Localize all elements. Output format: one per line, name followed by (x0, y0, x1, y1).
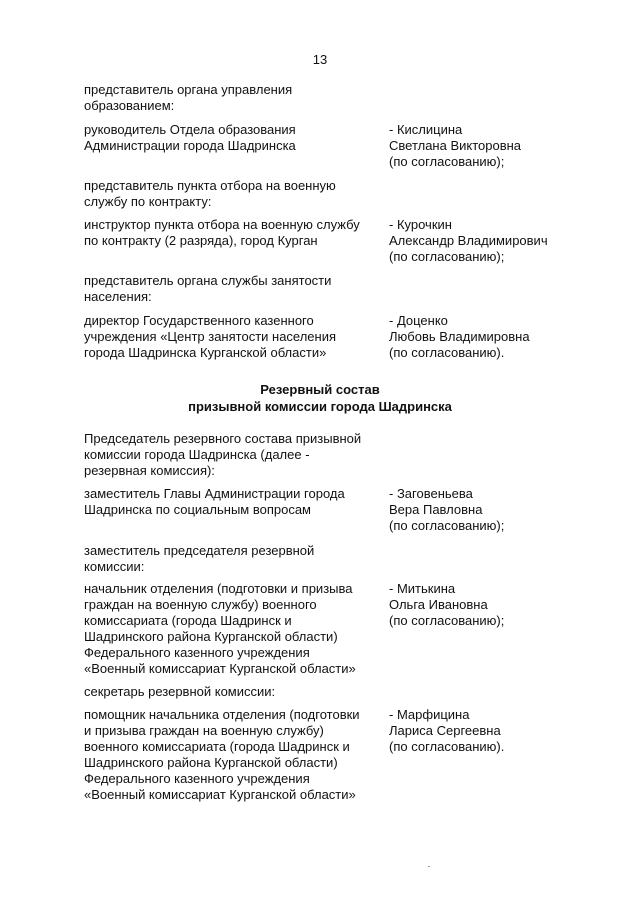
reserve-heading-line2: призывной комиссии города Шадринска (188, 399, 452, 414)
reserve-heading-line1: Резервный состав (260, 382, 380, 397)
position-education-head: руководитель Отдела образования Администрации города Шадринска (84, 122, 296, 153)
person-kurochkin: - Курочкин Александр Владимирович (по согласованию); (389, 217, 548, 264)
role-reserve-secretary: секретарь резервной комиссии: (84, 684, 276, 699)
role-education-rep: представитель органа управления образованием: (84, 82, 293, 113)
person-kislitsina: - Кислицина Светлана Викторовна (по согласованию); (389, 122, 522, 169)
person-dotsenko: - Доценко Любовь Владимировна (по согласованию). (389, 313, 530, 360)
position-employment-director: директор Государственного казенного учреждения «Центр занятости населения города Шадринска Курганской области» (84, 313, 337, 360)
position-recruitment-instructor: инструктор пункта отбора на военную службу по контракту (2 разряда), город Курган (84, 217, 360, 248)
position-conscription-head: начальник отделения (подготовки и призыва граждан на военную службу) военного комиссариата (города Шадринск и Шадринского района Курганской области) Федерального казенного учреждения «Военный комиссариат Курганской области» (84, 581, 356, 676)
person-zagovenyeva: - Заговеньева Вера Павловна (по согласованию); (389, 486, 505, 533)
scan-artifact-dot (428, 866, 430, 867)
position-deputy-head: заместитель Главы Администрации города Шадринска по социальным вопросам (84, 486, 345, 517)
page-number: 13 (312, 52, 328, 67)
position-assistant-head: помощник начальника отделения (подготовки и призыва граждан на военную службу) военного комиссариата (города Шадринск и Шадринского района Курганской области) Федерального казенного учреждения «Военный комиссариат Курганской области» (84, 707, 360, 802)
role-reserve-deputy: заместитель председателя резервной комиссии: (84, 543, 315, 574)
person-mitkina: - Митькина Ольга Ивановна (по согласованию); (389, 581, 505, 628)
role-employment-rep: представитель органа службы занятости населения: (84, 273, 332, 304)
person-marfitsina: - Марфицина Лариса Сергеевна (по согласованию). (389, 707, 505, 754)
role-reserve-chair: Председатель резервного состава призывной комиссии города Шадринска (далее - резервная комиссия): (84, 431, 362, 478)
role-recruitment-rep: представитель пункта отбора на военную службу по контракту: (84, 178, 336, 209)
